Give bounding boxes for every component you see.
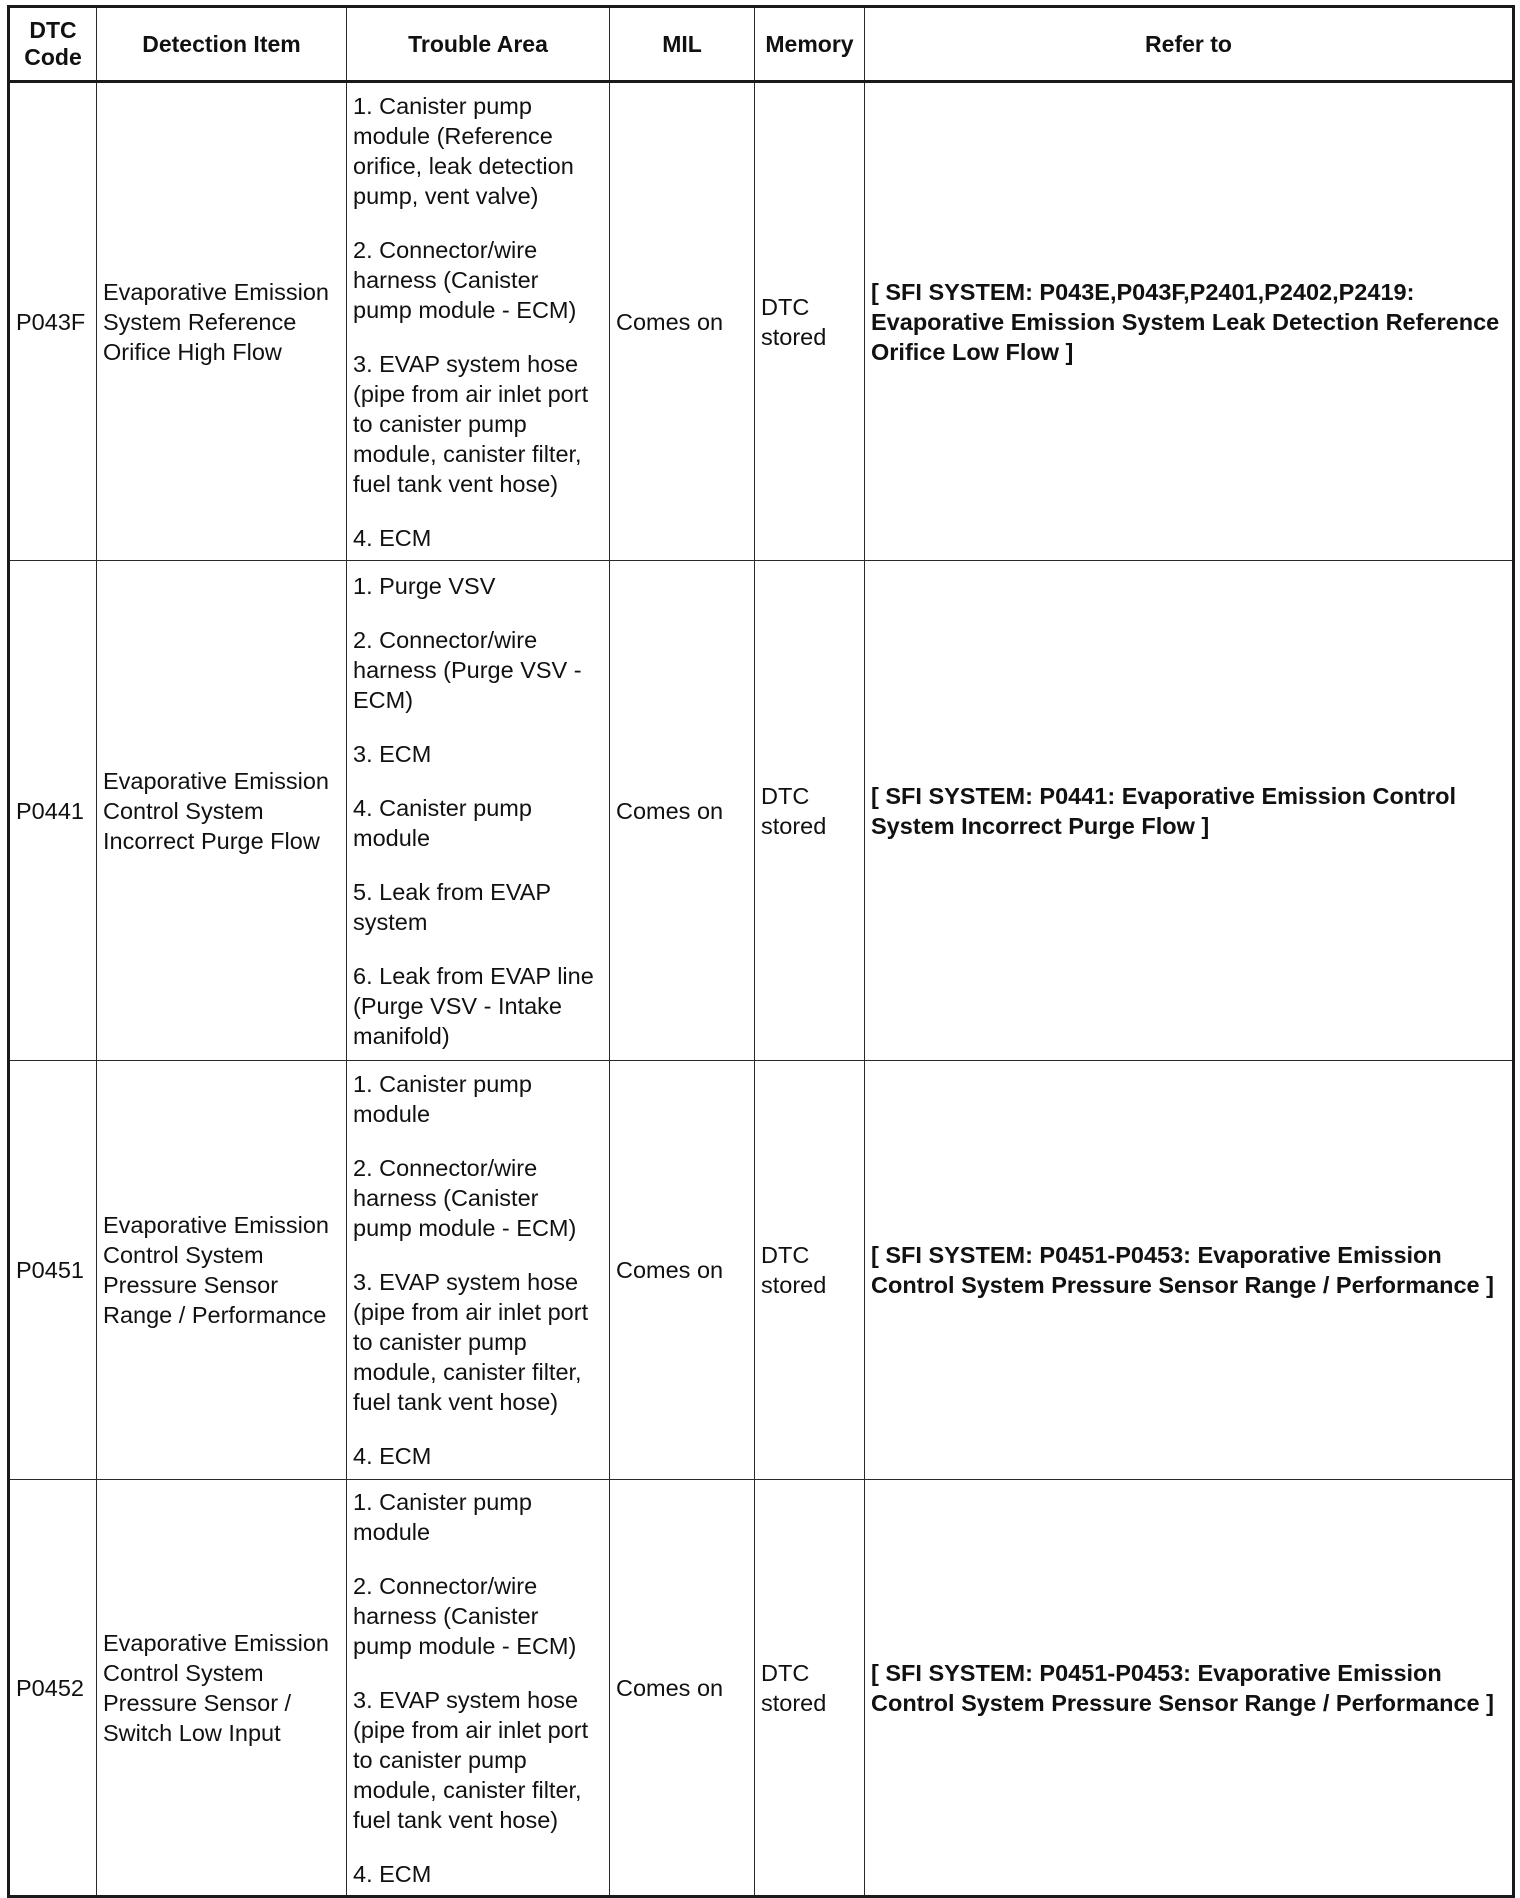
mil-cell: Comes on xyxy=(610,561,755,1061)
table-row xyxy=(9,1480,1514,1897)
dtc-code-cell: P0452 xyxy=(9,1480,97,1897)
detection-item-cell: Evaporative Emission System Reference Orifice High Flow xyxy=(97,82,347,561)
table-header-row xyxy=(9,7,1514,82)
header-mil: MIL xyxy=(610,7,755,82)
trouble-area-item: 2. Connector/wire harness (Purge VSV - ECM) xyxy=(353,626,582,713)
refer-to-link[interactable]: [ SFI SYSTEM: P0441: Evaporative Emission Control System Incorrect Purge Flow ] xyxy=(865,561,1514,1061)
trouble-area-item: 4. ECM xyxy=(353,1860,432,1887)
trouble-area-cell xyxy=(347,82,610,561)
header-detection-item: Detection Item xyxy=(97,7,347,82)
trouble-area-item: 2. Connector/wire harness (Canister pump module - ECM) xyxy=(353,1572,577,1659)
table-row xyxy=(9,1061,1514,1480)
trouble-area-item: 4. ECM xyxy=(353,1443,432,1469)
detection-item-cell: Evaporative Emission Control System Pressure Sensor Range / Performance xyxy=(97,1061,347,1480)
refer-to-link[interactable]: [ SFI SYSTEM: P0451-P0453: Evaporative Emission Control System Pressure Sensor Range / Performance ] xyxy=(865,1061,1514,1480)
dtc-code-cell: P043F xyxy=(9,82,97,561)
memory-cell: DTC stored xyxy=(755,82,865,561)
mil-cell: Comes on xyxy=(610,1480,755,1897)
memory-cell: DTC stored xyxy=(755,1061,865,1480)
mil-cell: Comes on xyxy=(610,82,755,561)
trouble-area-item: 3. EVAP system hose (pipe from air inlet port to canister pump module, canister filter, fuel tank vent hose) xyxy=(353,350,589,497)
trouble-area-cell xyxy=(347,561,610,1061)
trouble-area-item: 5. Leak from EVAP system xyxy=(353,878,551,935)
trouble-area-item: 1. Purge VSV xyxy=(353,572,496,599)
header-memory: Memory xyxy=(755,7,865,82)
refer-to-link[interactable]: [ SFI SYSTEM: P0451-P0453: Evaporative Emission Control System Pressure Sensor Range / Performance ] xyxy=(865,1480,1514,1897)
table-row xyxy=(9,82,1514,561)
trouble-area-item: 2. Connector/wire harness (Canister pump module - ECM) xyxy=(353,236,577,323)
table-row xyxy=(9,561,1514,1061)
memory-cell: DTC stored xyxy=(755,561,865,1061)
trouble-area-item: 3. EVAP system hose (pipe from air inlet port to canister pump module, canister filter, fuel tank vent hose) xyxy=(353,1686,589,1833)
trouble-area-cell xyxy=(347,1061,610,1480)
dtc-code-cell: P0451 xyxy=(9,1061,97,1480)
trouble-area-item: 3. EVAP system hose (pipe from air inlet port to canister pump module, canister filter, fuel tank vent hose) xyxy=(353,1269,589,1415)
header-dtc-code: DTC Code xyxy=(9,7,97,82)
detection-item-cell: Evaporative Emission Control System Incorrect Purge Flow xyxy=(97,561,347,1061)
header-trouble-area: Trouble Area xyxy=(347,7,610,82)
trouble-area-item: 1. Canister pump module xyxy=(353,1071,532,1127)
refer-to-link[interactable]: [ SFI SYSTEM: P043E,P043F,P2401,P2402,P2419: Evaporative Emission System Leak Detection Reference Orifice Low Flow ] xyxy=(865,82,1514,561)
detection-item-cell: Evaporative Emission Control System Pressure Sensor / Switch Low Input xyxy=(97,1480,347,1897)
trouble-area-item: 4. ECM xyxy=(353,524,432,551)
trouble-area-item: 2. Connector/wire harness (Canister pump module - ECM) xyxy=(353,1155,577,1241)
memory-cell: DTC stored xyxy=(755,1480,865,1897)
trouble-area-item: 4. Canister pump module xyxy=(353,794,532,851)
dtc-code-cell: P0441 xyxy=(9,561,97,1061)
trouble-area-item: 3. ECM xyxy=(353,740,432,767)
trouble-area-item: 6. Leak from EVAP line (Purge VSV - Intake manifold) xyxy=(353,962,594,1049)
header-refer-to: Refer to xyxy=(865,7,1514,82)
trouble-area-cell xyxy=(347,1480,610,1897)
dtc-table xyxy=(7,5,1515,1898)
trouble-area-item: 1. Canister pump module (Reference orifice, leak detection pump, vent valve) xyxy=(353,92,574,209)
mil-cell: Comes on xyxy=(610,1061,755,1480)
trouble-area-item: 1. Canister pump module xyxy=(353,1488,532,1545)
